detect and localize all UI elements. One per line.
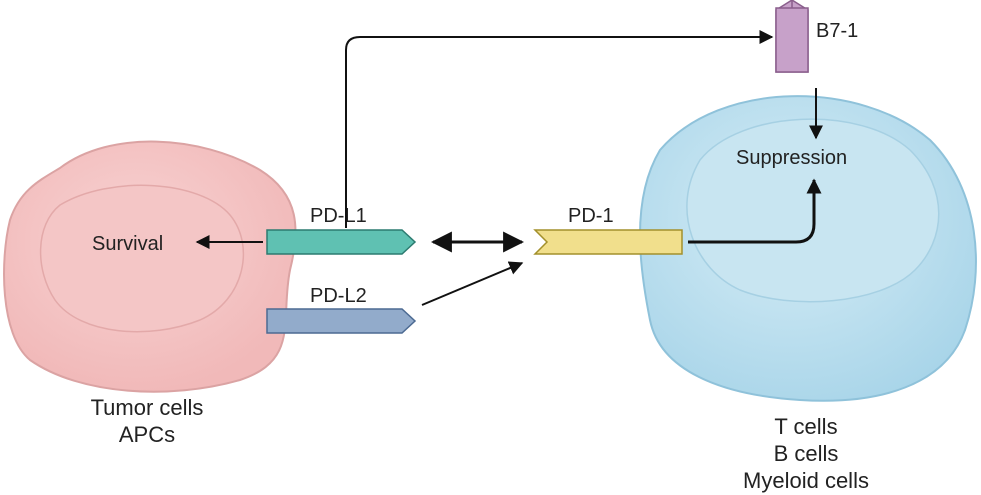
suppression-label: Suppression bbox=[736, 147, 848, 169]
pd-l2-label: PD-L2 bbox=[310, 285, 367, 307]
t-cells-caption: T cells bbox=[774, 414, 838, 439]
left-caption bbox=[91, 395, 204, 447]
b7-1-bar bbox=[776, 8, 808, 72]
tumor-cell-nucleus bbox=[41, 185, 244, 331]
pd-1-label: PD-1 bbox=[568, 205, 614, 227]
tumor-apc-cell bbox=[4, 142, 296, 392]
b7-1-label: B7-1 bbox=[816, 20, 859, 42]
pdl2-pd1-arrow bbox=[422, 263, 522, 305]
tumor-cells-caption: Tumor cells bbox=[90, 395, 204, 420]
pd-l2-ligand bbox=[267, 285, 415, 333]
pd-l2-shape bbox=[267, 309, 415, 333]
pd-l1-label: PD-L1 bbox=[310, 205, 367, 227]
b7-1-receptor bbox=[776, 0, 858, 72]
pd-1-shape bbox=[535, 230, 682, 254]
myeloid-cells-caption: Myeloid cells bbox=[743, 468, 869, 493]
b-cells-caption: B cells bbox=[773, 441, 839, 466]
right-caption bbox=[743, 414, 869, 493]
immune-cell bbox=[640, 96, 976, 401]
survival-label: Survival bbox=[92, 233, 164, 255]
apcs-caption: APCs bbox=[118, 422, 176, 447]
pd-l1-shape bbox=[267, 230, 415, 254]
